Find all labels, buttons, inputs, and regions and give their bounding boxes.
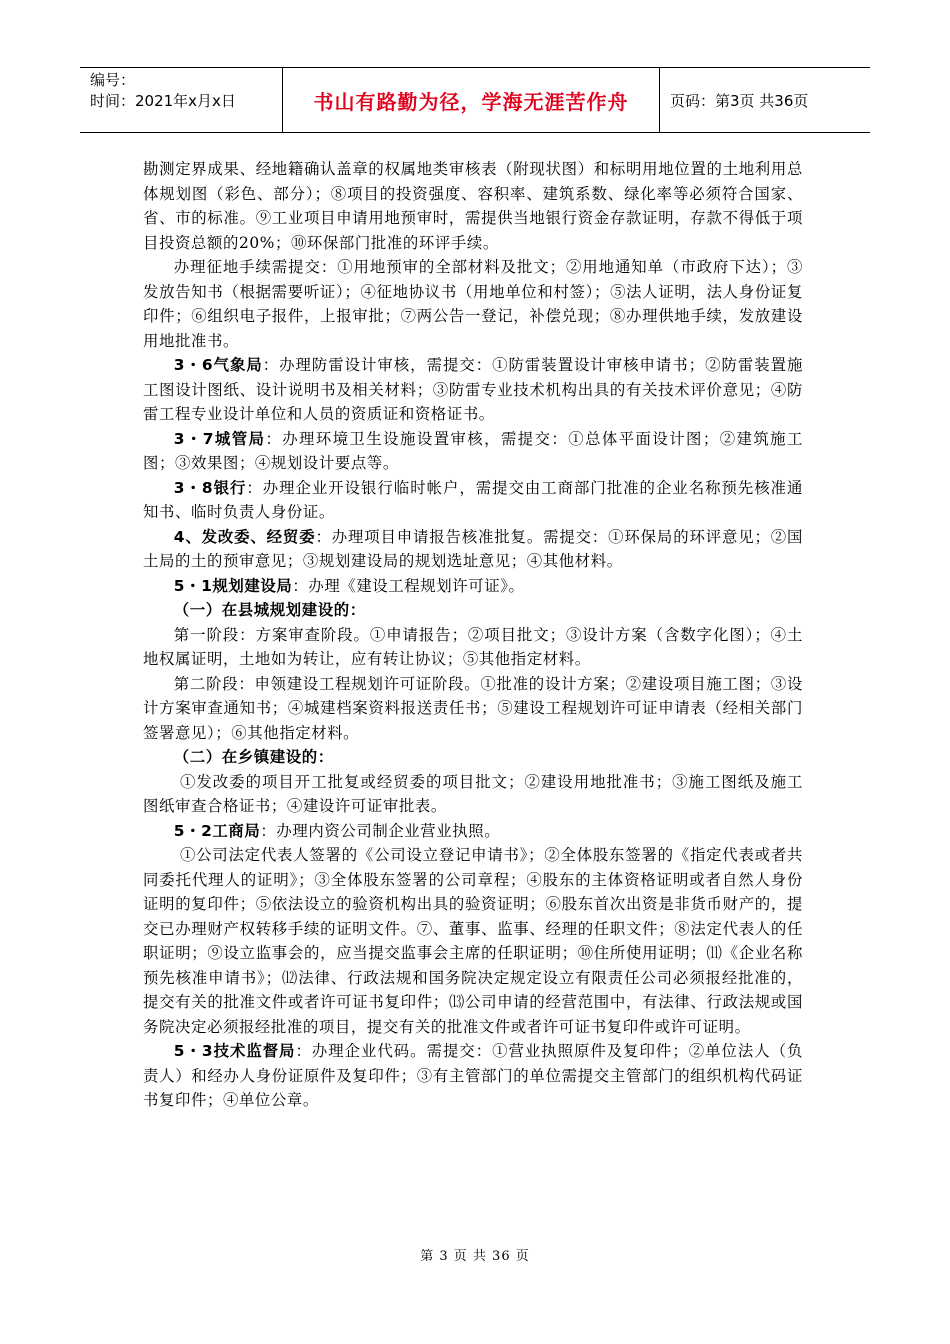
section-label: 3・7城管局 [173,429,266,448]
page-footer: 第 3 页 共 36 页 [420,1249,530,1264]
section-label: 5・1规划建设局 [173,576,293,595]
section-label: 3・8银行 [173,478,247,497]
paragraph: 第一阶段：方案审查阶段。①申请报告；②项目批文；③设计方案（含数字化图）；④土地权属证明，土地如为转让，应有转让协议；⑤其他指定材料。 [143,625,803,668]
paragraph [143,819,803,844]
section-text: ：办理企业代码。需提交：①营业执照原件及复印件；②单位法人（负责人）和经办人身份证原件及复印件；③有主管部门的单位需提交主管部门的组织机构代码证书复印件；④单位公章。 [143,1042,803,1109]
section-label: 3・6气象局 [173,356,263,374]
paragraph: ①公司法定代表人签署的《公司设立登记申请书》；②全体股东签署的《指定代表或者共同委托代理人的证明》；③全体股东签署的公司章程；④股东的主体资格证明或者自然人身份证明的复印件；⑤依法设立的验资机构出具的验资证明；⑥股东首次出资是非货币财产的，提交已办理财产权转移手续的证明文件。⑦、董事、监事、经理的任职文件；⑧法定代表人的任职证明；⑨设立监事会的，应当提交监事会主席的任职证明；⑩住所使用证明；⑾《企业名称预先核准申请书》；⑿法律、行政法规和国务院决定规定设立有限责任公司必须报经批准的，提交有关的批准文件或者许可证书复印件；⒀公司申请的经营范围中，有法律、行政法规或国务院决定必须报经批准的项目，提交有关的批准文件或者许可证书复印件或许可证明。 [143,846,803,1036]
section-text: ：办理项目申请报告核准批复。需提交：①环保局的环评意见；②国土局的土的预审意见；③规划建设局的规划选址意见；④其他材料。 [143,527,803,570]
subheading: （一）在县城规划建设的： [173,601,366,619]
paragraph: ①发改委的项目开工批复或经贸委的项目批文；②建设用地批准书；③施工图纸及施工图纸审查合格证书；④建设许可证审批表。 [143,772,803,815]
paragraph [143,353,803,427]
header-page-info: 页码：第3页 共36页 [670,91,809,110]
section-text: ：办理防雷设计审核，需提交：①防雷装置设计审核申请书；②防雷装置施工图设计图纸、设计说明书及相关材料；③防雷专业技术机构出具的有关技术评价意见；④防雷工程专业设计单位和人员的资质证和资格证书。 [143,356,803,423]
paragraph: 勘测定界成果、经地籍确认盖章的权属地类审核表（附现状图）和标明用地位置的土地利用总体规划图（彩色、部分）；⑧项目的投资强度、容积率、建筑系数、绿化率等必须符合国家、省、市的标准。⑨工业项目申请用地预审时，需提供当地银行资金存款证明，存款不得低于项目投资总额的20%；⑩环保部门批准的环评手续。 [143,160,803,252]
paragraph [143,476,803,525]
section-text: ：办理环境卫生设施设置审核，需提交：①总体平面设计图；②建筑施工图；③效果图；④规划设计要点等。 [143,429,803,472]
section-text: ：办理企业开设银行临时帐户，需提交由工商部门批准的企业名称预先核准通知书、临时负责人身份证。 [143,478,803,521]
paragraph [143,525,803,574]
document-number-label: 编号： [90,71,136,89]
header-motto: 书山有路勤为径，学海无涯苦作舟 [283,68,660,132]
section-label: 4、发改委、经贸委 [173,527,316,546]
paragraph [143,574,803,599]
paragraph: 第二阶段：申领建设工程规划许可证阶段。①批准的设计方案；②建设项目施工图；③设计方案审查通知书；④城建档案资料报送责任书；⑤建设工程规划许可证申请表（经相关部门签署意见）；⑥其他指定材料。 [143,674,803,742]
page-header [80,67,870,133]
paragraph [143,1039,803,1113]
section-text: ：办理内资公司制企业营业执照。 [260,821,501,840]
paragraph [143,427,803,476]
section-label: 5・3技术监督局 [173,1042,296,1060]
paragraph: 办理征地手续需提交：①用地预审的全部材料及批文；②用地通知单（市政府下达）；③发放告知书（根据需要听证）；④征地协议书（用地单位和村签）；⑤法人证明，法人身份证复印件；⑥组织电子报件，上报审批；⑦两公告一登记，补偿兑现；⑧办理供地手续，发放建设用地批准书。 [143,258,803,350]
header-meta [80,68,283,132]
subheading: （二）在乡镇建设的： [173,748,334,766]
document-time-label: 时间：2021年x月x日 [90,92,236,110]
section-text: ：办理《建设工程规划许可证》。 [292,576,525,595]
section-label: 5・2工商局 [173,821,261,840]
document-body [143,157,803,1113]
